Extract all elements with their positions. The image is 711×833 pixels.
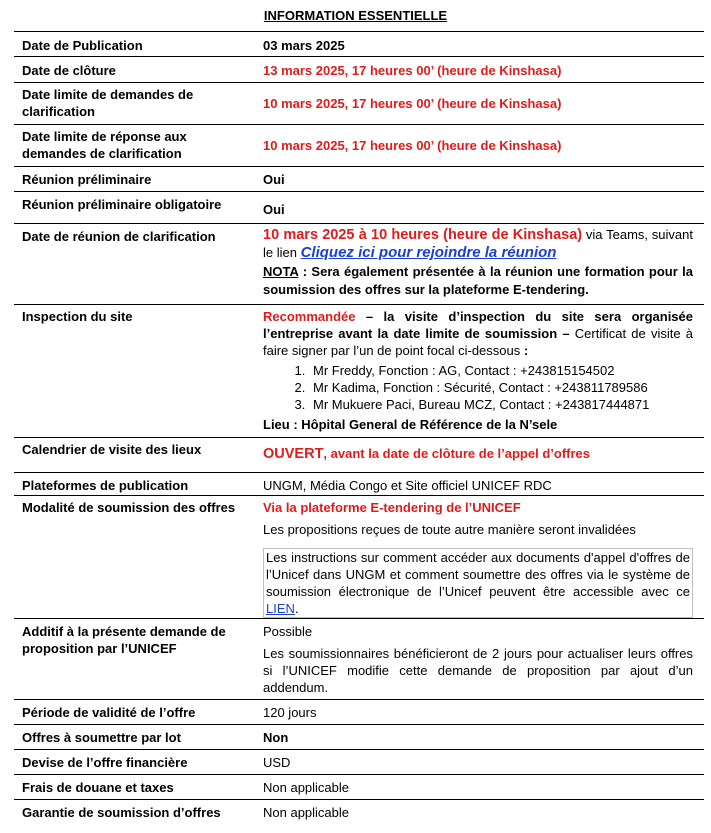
- table-row: [14, 224, 704, 305]
- teams-meeting-link[interactable]: Cliquez ici pour rejoindre la réunion: [300, 244, 557, 261]
- row-label: Inspection du site: [22, 309, 133, 324]
- submission-platform: Via la plateforme E-tendering de l’UNICEF: [263, 500, 521, 515]
- inspection-location: Lieu : Hôpital General de Référence de la N’sele: [263, 417, 558, 432]
- row-value: USD: [263, 755, 291, 770]
- row-label: Garantie de soumission d’offres: [22, 805, 221, 820]
- table-row: [14, 619, 704, 700]
- instructions-link[interactable]: LIEN: [266, 601, 295, 616]
- table-row: [14, 438, 704, 473]
- meeting-via: via Teams, suivant le lien: [263, 227, 693, 260]
- nota-paragraph: [263, 263, 693, 299]
- row-label: Plateformes de publication: [22, 478, 189, 493]
- instructions-text: Les instructions sur comment accéder aux documents d'appel d'offres de l’Unicef dans UNGM et comment soumettre des offres via le système de soumission électronique de l’Unicef peuvent être accessible avec ce: [266, 550, 690, 599]
- row-value: 03 mars 2025: [263, 38, 345, 53]
- open-status: OUVERT: [263, 446, 324, 462]
- row-label: Additif à la présente demande de proposition par l’UNICEF: [22, 624, 226, 656]
- row-label: Date de clôture: [22, 63, 116, 78]
- table-row: [14, 775, 704, 800]
- table-row: [14, 83, 704, 125]
- row-value: 10 mars 2025, 17 heures 00’ (heure de Kinshasa): [263, 138, 562, 153]
- table-row: [14, 57, 704, 83]
- inspection-bold-text: – la visite d’inspection du site sera organisée l’entreprise avant la date limite de soumission –: [263, 309, 693, 341]
- invalid-notice: Les propositions reçues de toute autre manière seront invalidées: [263, 522, 636, 537]
- document-title: INFORMATION ESSENTIELLE: [263, 8, 448, 23]
- list-item: 3. Mr Mukuere Paci, Bureau MCZ, Contact : +243817444871: [309, 396, 693, 413]
- row-label: Réunion préliminaire: [22, 172, 152, 187]
- row-label: Devise de l’offre financière: [22, 755, 188, 770]
- row-label: Date limite de réponse aux demandes de clarification: [22, 129, 187, 161]
- info-table: [14, 31, 704, 824]
- inspection-colon: :: [523, 343, 529, 358]
- row-value: Oui: [263, 202, 285, 217]
- table-row: [14, 32, 704, 57]
- table-row: [14, 167, 704, 192]
- nota-text: : Sera également présentée à la réunion une formation pour la soumission des offres sur la plateforme E-tendering.: [263, 264, 693, 297]
- row-value: Oui: [263, 172, 285, 187]
- nota-label: NOTA: [263, 264, 299, 279]
- row-label: Calendrier de visite des lieux: [22, 442, 202, 457]
- table-row: [14, 725, 704, 750]
- calendar-rest: , avant la date de clôture de l’appel d’offres: [323, 446, 590, 461]
- row-label: Modalité de soumission des offres: [22, 500, 236, 515]
- list-item: 1. Mr Freddy, Fonction : AG, Contact : +243815154502: [309, 362, 693, 379]
- instructions-dot: .: [294, 601, 299, 616]
- row-label: Période de validité de l’offre: [22, 705, 196, 720]
- table-row: [14, 125, 704, 167]
- row-value: UNGM, Média Congo et Site officiel UNICEF RDC: [263, 478, 552, 493]
- meeting-date: 10 mars 2025 à 10 heures (heure de Kinshasa): [263, 227, 583, 243]
- table-row: [14, 496, 704, 619]
- row-value: Non applicable: [263, 805, 350, 820]
- list-item: 2. Mr Kadima, Fonction : Sécurité, Contact : +243811789586: [309, 379, 693, 396]
- row-value: [263, 226, 693, 299]
- table-row: [14, 305, 704, 438]
- contact-list: [263, 362, 693, 413]
- row-value: [263, 499, 693, 618]
- row-label: Offres à soumettre par lot: [22, 730, 181, 745]
- row-label: Date de réunion de clarification: [22, 229, 216, 244]
- inspection-normal-text: Certificat de visite à faire signer par l’un de point focal ci-dessous: [263, 326, 693, 358]
- table-row: [14, 700, 704, 725]
- table-row: [14, 800, 704, 824]
- instructions-box: [263, 548, 693, 618]
- row-label: Date de Publication: [22, 38, 143, 53]
- row-value: 120 jours: [263, 705, 317, 720]
- row-value: Non applicable: [263, 780, 350, 795]
- row-label: Frais de douane et taxes: [22, 780, 174, 795]
- row-label: Date limite de demandes de clarification: [22, 87, 194, 119]
- addendum-text: Les soumissionnaires bénéficieront de 2 jours pour actualiser leurs offres si l’UNICEF modifie cette demande de proposition par ajout d’un addendum.: [263, 646, 693, 695]
- table-row: [14, 192, 704, 224]
- table-row: [14, 750, 704, 775]
- row-value: [263, 623, 693, 696]
- row-label: Réunion préliminaire obligatoire: [22, 197, 222, 212]
- row-value: 10 mars 2025, 17 heures 00’ (heure de Kinshasa): [263, 96, 562, 111]
- row-value: Non: [263, 730, 289, 745]
- row-value: [263, 445, 693, 463]
- recommended-label: Recommandée: [263, 309, 356, 324]
- table-row: [14, 473, 704, 496]
- closing-date-value: 13 mars 2025, 17 heures 00’ (heure de Kinshasa): [263, 63, 562, 78]
- row-value: [263, 308, 693, 433]
- addendum-possible: Possible: [263, 624, 313, 639]
